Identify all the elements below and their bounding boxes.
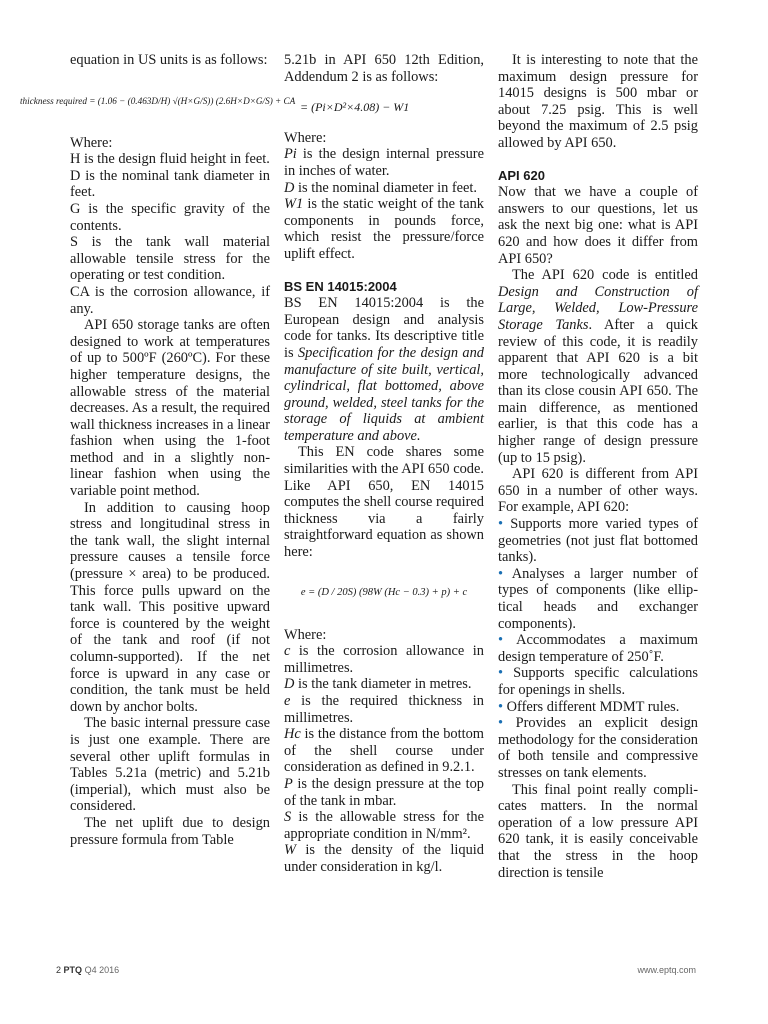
bullet-item	[498, 699, 698, 716]
equation-thickness-us: thickness required = (1.06 − (0.463D/H) √(H×G/S)) (2.6H×D×G/S) + CA	[20, 95, 296, 106]
definition-text: is the density of the liquid under consideration in kg/l.	[284, 842, 484, 875]
definition-line	[284, 726, 484, 776]
symbol: P	[284, 775, 293, 792]
definition-text: is the corrosion allowance in millimetres.	[284, 643, 484, 676]
definition-text: is the nominal diameter in feet.	[294, 179, 478, 196]
definition-line: S is the tank wall material allowable tensile stress for the operating or test condition.	[70, 234, 270, 284]
definition-line: G is the specific gravity of the contents.	[70, 200, 270, 234]
document-title: Design and Construction of Large, Welded, Low-Pressure Storage Tanks	[498, 283, 698, 333]
page-footer-left	[56, 964, 119, 976]
bullet-icon: •	[498, 715, 504, 732]
bullet-icon: •	[498, 516, 504, 533]
definition-line	[284, 809, 484, 842]
definition-line	[284, 842, 484, 875]
paragraph: This EN code shares some similarities with the API 650 code. Like API 650, EN 14015 computes the shell course required thickness via a fairly straightforward equation as shown here:	[284, 444, 484, 561]
equation-uplift: = (Pi×D²×4.08) − W1	[300, 100, 410, 115]
definition-line: Where:	[70, 134, 113, 151]
definition-line	[284, 180, 484, 197]
paragraph: In addition to causing hoop stress and longitudinal stress in the tank wall, the slight internal pressure causes a tensile force (pressure × area) to be produced. This force pulls upward on the tank wall. This positive upward force is countered by the weight of the tank and roof (if not column-supported). If the net force is upward in any case or condition, the tank must be held down by anchor bolts.	[70, 499, 270, 715]
definition-line	[284, 676, 484, 693]
paragraph	[498, 267, 698, 466]
definition-line: D is the nominal tank diameter in feet.	[70, 167, 270, 201]
paragraph: API 650 storage tanks are often designed to work at temperatures of up to 500ºF (260ºC). For these higher temperature designs, the allowable stress of the material decreases. As a result, the required wall thickness increases in a linear fashion when using the 1-foot method and in a slightly non-linear fashion when using the variable point method.	[70, 317, 270, 500]
text-column-3	[498, 52, 698, 881]
symbol: W1	[284, 196, 304, 213]
bullet-icon: •	[498, 665, 504, 682]
definition-line	[284, 693, 484, 726]
website-link[interactable]: www.eptq.com	[637, 965, 696, 975]
definition-text: is the tank diameter in metres.	[294, 676, 472, 693]
paragraph-text: BS EN 14015:2004 is the European design and analysis code for tanks. Its descriptive title is	[284, 295, 484, 361]
equation-en14015: e = (D / 20S) (98W (Hc − 0.3) + p) + c	[300, 586, 468, 598]
bullet-icon: •	[498, 698, 504, 715]
symbol: Hc	[284, 726, 301, 743]
paragraph	[284, 295, 484, 444]
definition-line	[284, 776, 484, 809]
bullet-text: Accommodates a maximum design temperature of 250˚F.	[498, 632, 699, 665]
paragraph: API 620 is different from API 650 in a number of other ways. For example, API 620:	[498, 466, 698, 516]
paragraph: Now that we have a couple of answers to our questions, let us ask the next big one: what is API 620 and how does it differ from API 650?	[498, 184, 698, 267]
definition-text: is the design internal pressure in inches of water.	[284, 146, 484, 179]
bullet-text: Provides an explicit design methodology for the consideration of both tensile and compressive stresses on tank elements.	[498, 715, 698, 781]
definition-line	[284, 146, 484, 179]
definition-line: CA is the corrosion allowance, if any.	[70, 283, 270, 317]
publication-name: PTQ	[63, 965, 83, 975]
definition-text: is the design pressure at the top of the tank in mbar.	[284, 775, 484, 809]
bullet-item	[498, 632, 698, 665]
definition-text: is the required thickness in millimetres.	[284, 693, 484, 726]
bullet-item	[498, 665, 698, 698]
bullet-text: Supports more varied types of geometries (not just flat bottomed tanks).	[498, 516, 698, 566]
definition-line	[284, 196, 484, 262]
symbol: S	[284, 809, 292, 826]
symbol: W	[284, 842, 296, 859]
bullet-text: Analyses a larger number of types of components (like elliptical heads and exchanger components).	[498, 565, 698, 632]
paragraph: The net uplift due to design pressure formula from Table	[70, 814, 270, 848]
bullet-item	[498, 566, 698, 632]
section-heading-api-620: API 620	[498, 167, 545, 183]
symbol: c	[284, 643, 291, 660]
symbol: D	[284, 179, 295, 196]
issue-label: Q4 2016	[84, 965, 120, 975]
definition-text: is the static weight of the tank components in pounds force, which resist the pressure/force uplift effect.	[284, 196, 484, 262]
page-number: 2	[56, 965, 62, 975]
bullet-item	[498, 715, 698, 781]
text-column-2	[284, 52, 484, 876]
section-heading-bs-en: BS EN 14015:2004	[284, 278, 397, 294]
paragraph: The basic internal pressure case is just one example. There are several other uplift formulas in Tables 5.21a (metric) and 5.21b (imperial), which must also be considered.	[70, 715, 270, 815]
definition-line: H is the design fluid height in feet.	[70, 151, 270, 168]
document-title: Specification for the design and manufacture of site built, vertical, cylindrical, flat bottomed, above ground, welded, steel tanks for the storage of liquids at ambient temperature and above.	[284, 344, 484, 444]
paragraph: It is interesting to note that the maximum design pressure for 14015 designs is 500 mbar or about 7.25 psig. This is well beyond the maximum of 2.5 psig allowed by API 650.	[498, 52, 698, 151]
where-label: Where:	[284, 626, 327, 643]
bullet-icon: •	[498, 565, 504, 582]
symbol: e	[284, 693, 291, 709]
paragraph-text: The API 620 code is entitled	[512, 267, 698, 284]
paragraph: 5.21b in API 650 12th Edition, Addendum 2 is as follows:	[284, 52, 484, 85]
bullet-icon: •	[498, 632, 504, 649]
paragraph-text: . After a quick review of this code, it is readily apparent that API 620 is a bit more technologically advanced than its close cousin API 650. The main difference, as mentioned earlier, is that this code has a higher range of design pressure (up to 15 psig).	[498, 316, 698, 466]
definition-line	[284, 643, 484, 676]
symbol: D	[284, 676, 295, 693]
bullet-text: Supports specific calculations for openings in shells.	[498, 665, 698, 698]
paragraph: equation in US units is as follows:	[70, 52, 268, 68]
symbol: Pi	[284, 146, 297, 163]
bullet-item	[498, 516, 698, 566]
bullet-text: Offers different MDMT rules.	[506, 698, 680, 715]
definition-text: is the allowable stress for the appropriate condition in N/mm².	[284, 809, 484, 842]
where-label: Where:	[284, 129, 327, 146]
definition-text: is the distance from the bottom of the shell course under consideration as defined in 9.2.1.	[284, 726, 484, 776]
paragraph: This final point really complicates matters. In the normal operation of a low pressure API 620 tank, it is easily conceivable that the stress in the hoop direction is tensile	[498, 781, 698, 881]
